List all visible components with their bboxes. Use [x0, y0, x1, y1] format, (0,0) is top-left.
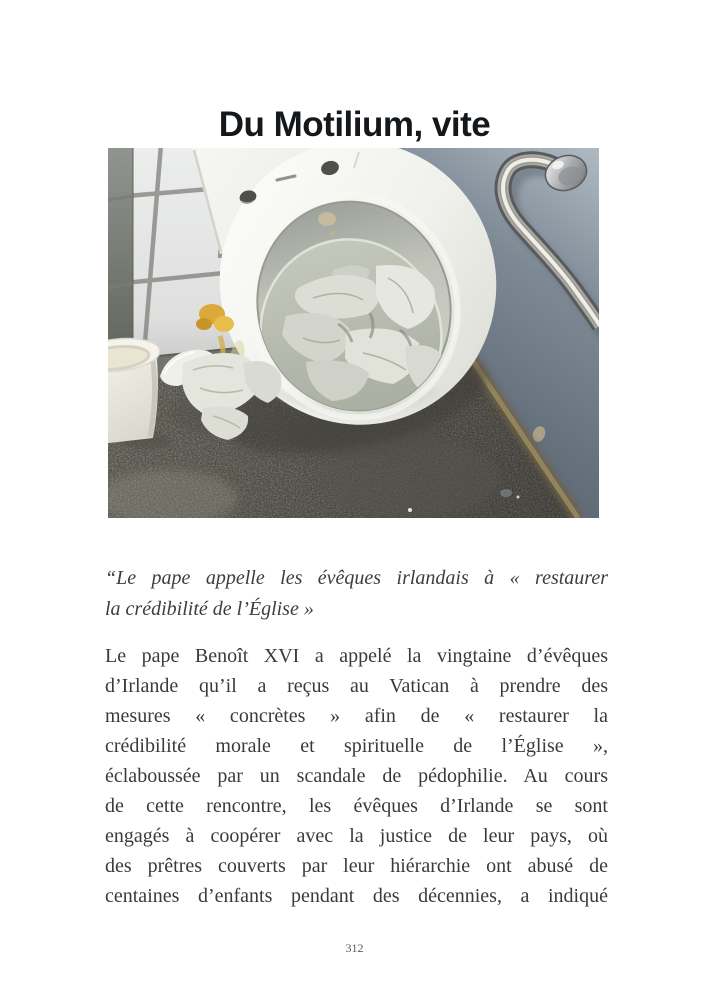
text-line: de cette rencontre, les évêques d’Irlande se sont	[105, 795, 608, 817]
text-line: Le pape Benoît XVI a appelé la vingtaine d’évêques	[105, 645, 608, 667]
floor-speck	[408, 508, 412, 512]
text-line: éclaboussée par un scandale de pédophilie. Au cours	[105, 765, 608, 787]
page-title: Du Motilium, vite	[218, 105, 491, 145]
page-number: 312	[345, 941, 364, 955]
text-line: engagés à coopérer avec la justice de leur pays, où	[105, 825, 608, 847]
text-line: des prêtres couverts par leur hiérarchie ont abusé de	[105, 855, 608, 877]
text-line: mesures « concrètes » afin de « restaurer la	[105, 705, 608, 727]
article-photo	[108, 148, 599, 518]
article-paragraph	[105, 641, 608, 911]
toilet-photo-graphic	[108, 148, 599, 518]
text-line: crédibilité morale et spirituelle de l’Église »,	[105, 735, 608, 757]
text-line: la crédibilité de l’Église »	[105, 598, 314, 620]
text-line: d’Irlande qu’il a reçus au Vatican à prendre des	[105, 675, 608, 697]
text-line: centaines d’enfants pendant des décennies, a indiqué	[105, 885, 608, 907]
text-line: “Le pape appelle les évêques irlandais à « restaurer	[105, 567, 608, 589]
rim-stain	[318, 212, 336, 226]
corner-pillar	[108, 148, 133, 368]
pull-quote	[105, 563, 608, 625]
